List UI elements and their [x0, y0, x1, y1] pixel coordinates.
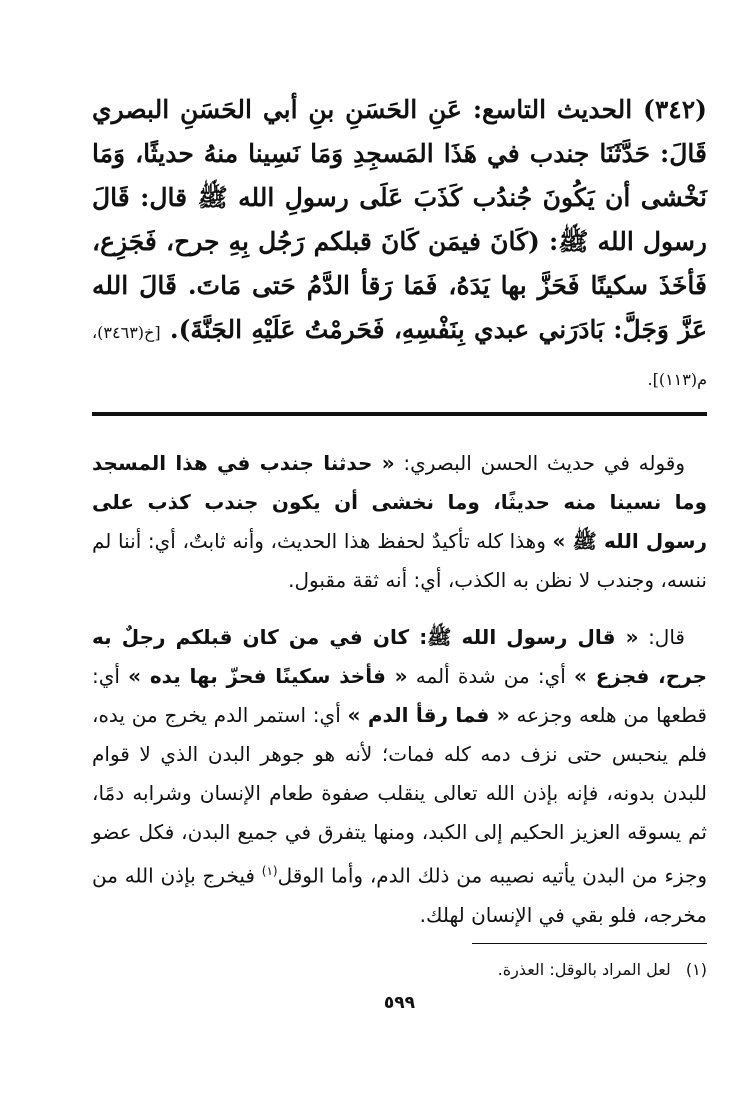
footnote-text: لعل المراد بالوقل: العذرة.	[497, 960, 671, 979]
p1-rest: وهذا كله تأكيدٌ لحفظ هذا الحديث، وأنه ثابتٌ، أي: أننا لم ننسه، وجندب لا نظن به الكذب، أي: أنه ثقة مقبول.	[92, 529, 707, 592]
hadith-number: (٣٤٢)	[643, 95, 707, 124]
section-divider	[92, 412, 707, 416]
hadith-block	[92, 88, 707, 402]
p2-rest-1: أي: استمر الدم يخرج من يده، فلم ينحبس حتى نزف دمه كله فمات؛ لأنه هو جوهر البدن الذي لا قوام للبدن بدونه، فإنه بإذن الله تعالى ينقلب صفوة طعام الإنسان وشرابه دمًا، ثم يسوقه العزيز الحكيم إلى الكبد، ومنها يتفرق في جميع البدن، فكل عضو وجزء من البدن يأتيه نصيبه من ذلك الدم، وأما الوقل	[92, 703, 707, 888]
commentary-paragraph-1	[92, 444, 707, 600]
footnote-marker[interactable]: (١)	[261, 864, 278, 878]
book-page	[92, 88, 708, 1013]
p2-lead: قال:	[648, 625, 685, 649]
commentary	[92, 444, 707, 935]
hadith-reference: [خ(٣٤٦٣)، م(١١٣)].	[92, 323, 707, 389]
p2-quote-3: « فما رقأ الدم »	[347, 703, 510, 727]
footnote	[92, 958, 707, 982]
footnote-number: (١)	[685, 960, 707, 979]
p1-lead: وقوله في حديث الحسن البصري:	[403, 451, 686, 475]
hadith-text: عَنِ الحَسَنِ بنِ أبي الحَسَنِ البصري قَالَ: حَدَّثَنَا جندب في هَذَا المَسجِدِ وَمَا نَسِينا منهُ حديثًا، وَمَا نَخْشى أن يَكُونَ جُندُب كَذَبَ عَلَى رسولِ الله ﷺ قال: قَالَ رسول الله ﷺ: (كَانَ فيمَن كَانَ قبلكم رَجُل بِهِ جرح، فَجَزِع، فَأخَذَ سكينًا فَحَزَّ بها يَدَهُ، فَمَا رَقأ الدَّمُ حَتى مَاتَ. قَالَ الله عَزَّ وَجَلَّ: بَادَرَني عبدي بِنَفْسِهِ، فَحَرمْتُ عَلَيْهِ الجَنَّةَ).	[92, 95, 707, 344]
p2-quote-1: « قال رسول الله ﷺ: كان في من كان قبلكم رجلٌ به جرح، فجزع »	[92, 625, 708, 688]
p2-quote-2: « فأخذ سكينًا فحزّ بها يده »	[128, 664, 408, 688]
p1-quote: « حدثنا جندب في هذا المسجد وما نسينا منه حديثًا، وما نخشى أن يكون جندب كذب على رسول الله ﷺ »	[92, 451, 708, 553]
p2-mid-2: أي: قطعها من هلعه وجزعه	[92, 664, 707, 727]
page-number: ٥٩٩	[383, 993, 416, 1013]
commentary-paragraph-2	[92, 618, 707, 935]
p2-rest-2: فيخرج بإذن الله من مخرجه، فلو بقي في الإنسان لهلك.	[92, 863, 707, 927]
footnote-divider	[472, 943, 707, 944]
p2-mid-1: أي: من شدة ألمه	[415, 664, 566, 688]
hadith-heading: الحديث التاسع:	[472, 95, 633, 124]
